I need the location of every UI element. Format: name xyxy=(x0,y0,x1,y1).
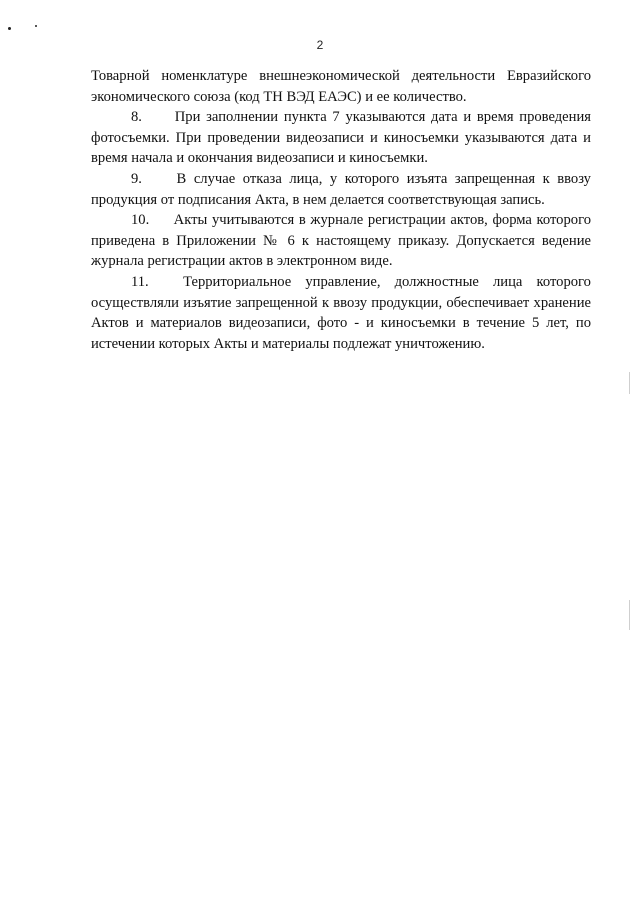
paragraph-text: Товарной номенклатуре внешнеэкономической деятельности Евразийского экономического союза (код ТН ВЭД ЕАЭС) и ее количество. xyxy=(91,68,591,105)
scan-speck xyxy=(35,25,37,27)
paragraph-number: 9. xyxy=(131,170,142,187)
paragraph-text: В случае отказа лица, у которого изъята запрещенная к ввозу продукция от подписания Акта, в нем делается соответствующая запись. xyxy=(91,170,591,208)
paragraph-9 xyxy=(91,169,591,210)
document-body xyxy=(91,66,591,354)
scan-edge-mark xyxy=(629,372,630,394)
paragraph-number: 11. xyxy=(131,273,149,290)
paragraph-text: Акты учитываются в журнале регистрации актов, форма которого приведена в Приложении № 6 к настоящему приказу. Допускается ведение журнала регистрации актов в электронном виде. xyxy=(91,212,591,270)
paragraph-text: Территориальное управление, должностные лица которого осуществляли изъятие запрещенной к ввозу продукции, обеспечивает хранение Актов и материалов видеозаписи, фото - и киносъемки в течение 5 лет, по истечении которых Акты и материалы подлежат уничтожению. xyxy=(91,273,591,352)
paragraph-10 xyxy=(91,210,591,272)
paragraph-8 xyxy=(91,107,591,169)
paragraph-continuation xyxy=(91,66,591,107)
page-number: 2 xyxy=(316,38,324,52)
paragraph-text: При заполнении пункта 7 указываются дата и время проведения фотосъемки. При проведении видеозаписи и киносъемки указываются дата и время начала и окончания видеозаписи и киносъемки. xyxy=(91,109,591,167)
paragraph-number: 8. xyxy=(131,109,142,126)
paragraph-number: 10. xyxy=(131,212,150,229)
scan-edge-mark xyxy=(629,600,630,630)
scan-speck xyxy=(8,27,11,30)
paragraph-11 xyxy=(91,272,591,354)
